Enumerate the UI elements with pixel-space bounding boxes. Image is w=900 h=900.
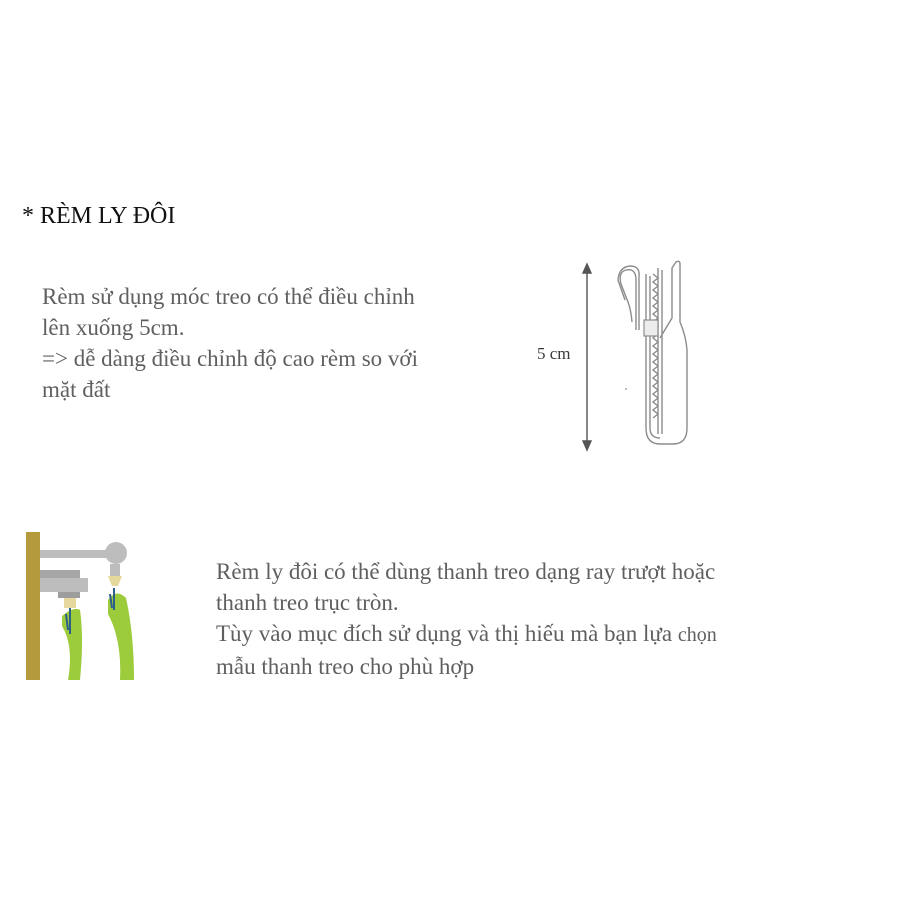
section-heading: * RÈM LY ĐÔI [22, 203, 176, 229]
double-arrow-icon [583, 264, 591, 450]
measure-label: 5 cm [537, 344, 571, 363]
hook-description-line: lên xuống 5cm. [42, 315, 185, 340]
hook-description-line: mặt đất [42, 377, 111, 402]
rail-description [216, 556, 717, 682]
rail-description-line [216, 618, 717, 651]
hook-description-line: Rèm sử dụng móc treo có thể điều chỉnh [42, 284, 415, 309]
slide-rail-icon [40, 570, 88, 608]
curtain-hook-icon [570, 258, 700, 458]
rail-description-line: thanh treo trục tròn. [216, 590, 399, 615]
rail-description-line: mẫu thanh treo cho phù hợp [216, 654, 475, 679]
wall-icon [26, 532, 40, 680]
hook-description [42, 281, 418, 405]
curtain-rail-illustration [22, 530, 137, 682]
rail-description-text: Tùy vào mục đích sử dụng và thị hiếu mà bạn lựa [216, 621, 673, 646]
rail-description-tail: chọn [677, 624, 717, 646]
rail-description-line: Rèm ly đôi có thể dùng thanh treo dạng ray trượt hoặc [216, 559, 716, 584]
hook-description-line: => dễ dàng điều chỉnh độ cao rèm so với [42, 346, 418, 371]
